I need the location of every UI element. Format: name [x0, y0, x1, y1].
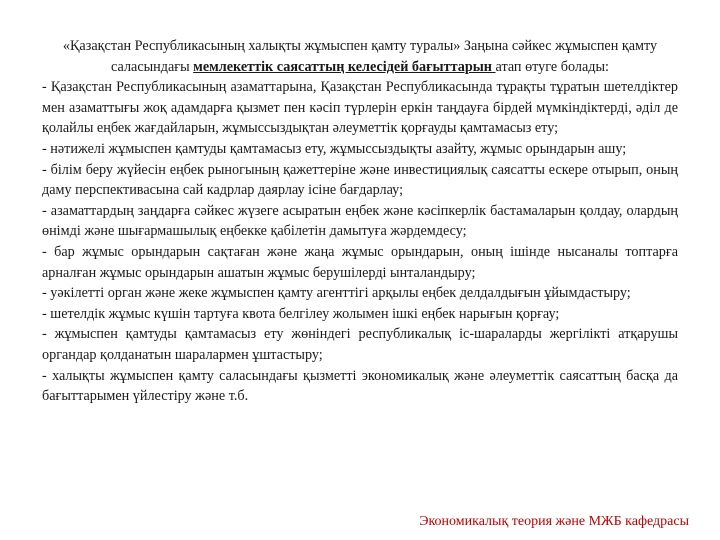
intro-text: «Қазақстан Республикасының халықты жұмыспен қамту туралы» Заңына сәйкес жұмыспен қамту саласындағы [62, 38, 658, 75]
list-item: - бар жұмыс орындарын сақтаған және жаңа жұмыс орындарын, оның ішінде нысаналы топтарға арналған жұмыс орындарын ашатын жұмыс берушілерді ынталандыру; [42, 243, 678, 281]
list-item: - шетелдік жұмыс күшін тартуға квота белгілеу жолымен ішкі еңбек нарығын қорғау; [42, 305, 560, 322]
intro-paragraph [42, 36, 678, 77]
list-item: - нәтижелі жұмыспен қамтуды қамтамасыз ету, жұмыссыздықты азайту, жұмыс орындарын ашу; [42, 140, 627, 157]
list-item: - уәкілетті орган және жеке жұмыспен қамту агенттігі арқылы еңбек делдалдығын ұйымдастыру; [42, 285, 631, 302]
list-item: - білім беру жүйесін еңбек рыногының қажеттеріне және инвестициялық саясатты ескере отырып, оның даму перспективасына сай кадрлар даярлау ісіне бағдарлау; [42, 161, 678, 199]
list-item: - Қазақстан Республикасының азаматтарына, Қазақстан Республикасында тұрақты тұратын шетелдіктер мен азаматтығы жоқ адамдарға қызмет пен кәсіп түрлерін еркін таңдауға бірдей мүмкіндіктерді, әділ де қолайлы еңбек жағдайларын, жұмыссыздықтан әлеуметтік қорғауды қамтамасыз ету; [42, 79, 678, 137]
intro-text-end: атап өтуге болады: [495, 58, 609, 75]
intro-emphasis: мемлекеттік саясаттың келесідей бағыттарын [193, 58, 496, 75]
list-item: - халықты жұмыспен қамту саласындағы қызметті экономикалық және әлеуметтік саясаттың басқа да бағыттарымен үйлестіру және т.б. [42, 367, 678, 405]
department-footer: Экономикалық теория және МЖБ кафедрасы [419, 514, 689, 529]
list-item: - азаматтардың заңдарға сәйкес жүзеге асыратын еңбек және кәсіпкерлік бастамаларын қолдау, олардың өнімді және шығармашылық еңбекке қабілетін дамытуға жәрдемдесу; [42, 202, 678, 240]
slide-body [42, 36, 678, 407]
list-item: - жұмыспен қамтуды қамтамасыз ету жөніндегі республикалық іс-шараларды жергілікті атқарушы органдар қолданатын шаралармен ұштастыру; [42, 326, 678, 363]
